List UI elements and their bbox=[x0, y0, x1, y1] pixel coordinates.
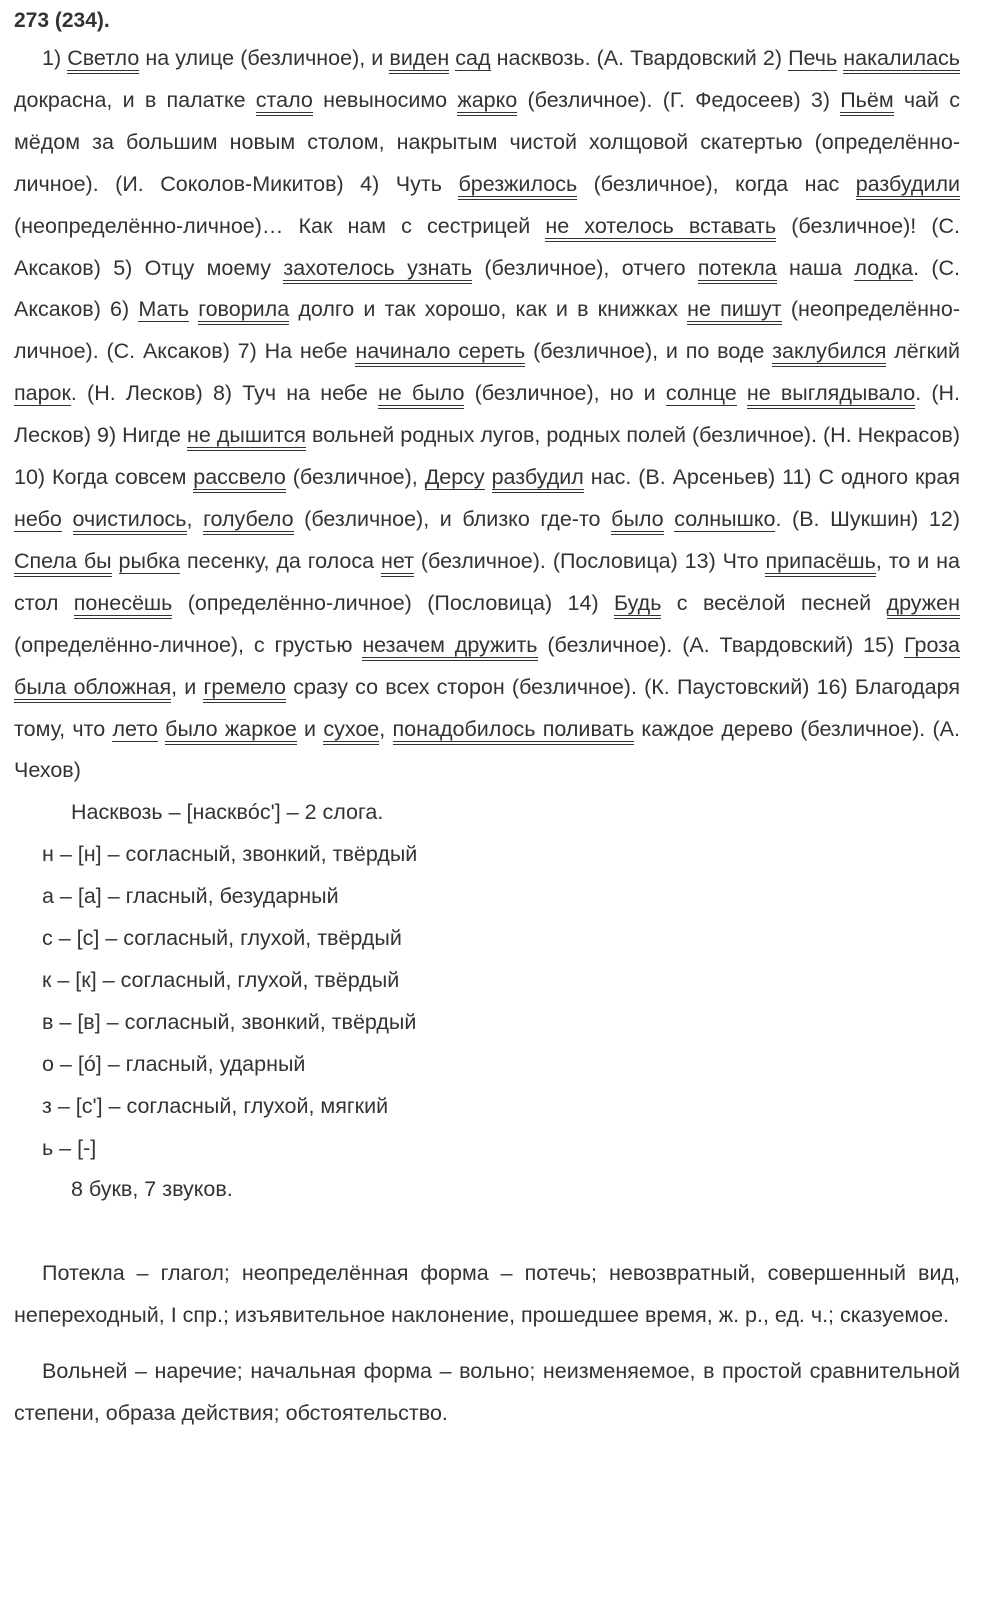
predicate: стало bbox=[256, 88, 313, 116]
text-segment: каждое дерево (безличное). (А. Чехов) bbox=[14, 716, 960, 783]
predicate: Светло bbox=[67, 46, 139, 74]
text-segment: с весёлой песней bbox=[661, 590, 887, 615]
text-segment: , bbox=[186, 506, 204, 531]
text-segment: докрасна, и в палатке bbox=[14, 87, 256, 112]
text-segment: нас. (В. Арсеньев) 11) С одного края bbox=[583, 465, 960, 490]
subject: парок bbox=[14, 381, 71, 406]
predicate: брезжилось bbox=[458, 172, 577, 200]
text-segment bbox=[189, 297, 198, 321]
subject: лодка bbox=[854, 255, 914, 280]
predicate: гремело bbox=[203, 675, 286, 703]
phonetic-line: з – [с'] – согласный, глухой, мягкий bbox=[42, 1093, 389, 1118]
phonetic-line: в – [в] – согласный, звонкий, твёрдый bbox=[42, 1009, 417, 1034]
text-segment bbox=[485, 465, 492, 489]
text-segment: насквозь. (А. Твардовский 2) bbox=[490, 46, 789, 70]
predicate: не пишут bbox=[687, 297, 782, 325]
text-segment: (безличное), когда нас bbox=[577, 171, 856, 196]
text-segment: (безличное), и по воде bbox=[525, 339, 773, 364]
text-segment: (безличное). (А. Твардовский) 15) bbox=[537, 632, 905, 657]
phonetic-line: а – [а] – гласный, безударный bbox=[42, 884, 339, 909]
predicate: голубело bbox=[203, 507, 293, 535]
predicate: не было bbox=[378, 381, 464, 409]
text-segment: песенку, да голоса bbox=[180, 548, 381, 573]
morphology-adverb-paragraph: Вольней – наречие; начальная форма – вольно; неизменяемое, в простой сравнительной степени, образа действия; обстоятельство. bbox=[14, 1359, 960, 1426]
predicate: рассвело bbox=[193, 465, 286, 493]
predicate: нет bbox=[381, 549, 414, 577]
predicate: Пьём bbox=[840, 88, 893, 116]
predicate: начинало сереть bbox=[355, 339, 525, 367]
text-segment: (неопределённо-личное). (С. Аксаков) 7) На небе bbox=[14, 297, 961, 364]
subject: сад bbox=[455, 46, 491, 70]
syntax-analysis-paragraph bbox=[14, 38, 960, 792]
text-segment bbox=[62, 507, 73, 531]
predicate: не дышится bbox=[187, 423, 306, 451]
predicate: не хотелось вставать bbox=[545, 214, 776, 242]
text-segment: 1) bbox=[42, 46, 68, 70]
text-segment: . (Н. Лесков) 9) Нигде bbox=[14, 381, 960, 448]
subject: лето bbox=[112, 716, 158, 741]
predicate: Спела бы bbox=[14, 549, 112, 577]
predicate: было bbox=[611, 507, 664, 535]
text-segment bbox=[664, 507, 675, 531]
predicate: виден bbox=[389, 46, 449, 74]
phonetic-head: Насквозь – [насквóс'] – 2 слога. bbox=[71, 800, 384, 825]
predicate: понадобилось поливать bbox=[393, 717, 635, 745]
predicate: очистилось bbox=[73, 507, 187, 535]
predicate: разбудили bbox=[856, 172, 960, 200]
document bbox=[0, 4, 988, 1435]
text-segment: , bbox=[379, 716, 393, 741]
predicate: говорила bbox=[198, 297, 289, 325]
text-segment: (безличное)! (С. Аксаков) 5) Отцу моему bbox=[14, 213, 960, 280]
phonetic-line: н – [н] – согласный, звонкий, твёрдый bbox=[42, 842, 418, 867]
predicate: было жаркое bbox=[165, 717, 297, 745]
text-segment: (определённо-личное) (Пословица) 14) bbox=[172, 590, 614, 615]
text-segment: (определённо-личное), с грустью bbox=[14, 632, 363, 657]
predicate: накалилась bbox=[843, 46, 960, 74]
text-segment: (неопределённо-личное)… Как нам с сестрицей bbox=[14, 213, 546, 238]
text-segment: вольней родных лугов, родных полей (безличное). (Н. Некрасов) 10) Когда совсем bbox=[14, 423, 960, 490]
letter-sound-count: 8 букв, 7 звуков. bbox=[71, 1177, 233, 1202]
text-segment: (безличное), и близко где-то bbox=[293, 506, 612, 531]
predicate: жарко bbox=[457, 88, 517, 116]
phonetic-line: к – [к] – согласный, глухой, твёрдый bbox=[42, 967, 400, 992]
subject: Мать bbox=[138, 297, 190, 322]
predicate: не выглядывало bbox=[747, 381, 915, 409]
subject: рыбка bbox=[118, 548, 181, 573]
text-segment: . (С. Аксаков) 6) bbox=[14, 255, 961, 322]
text-segment: лёгкий bbox=[886, 339, 960, 364]
predicate: была обложная bbox=[14, 675, 171, 703]
text-segment: сразу со всех сторон (безличное). (К. Паустовский) 16) Благодаря тому, что bbox=[14, 674, 960, 741]
subject: Печь bbox=[788, 46, 838, 70]
text-segment bbox=[737, 381, 747, 405]
text-segment: и bbox=[296, 716, 324, 741]
text-segment: . (В. Шукшин) 12) bbox=[775, 506, 960, 531]
phonetic-line: с – [с] – согласный, глухой, твёрдый bbox=[42, 926, 402, 951]
text-segment: (безличное), отчего bbox=[472, 255, 698, 280]
predicate: припасёшь bbox=[765, 549, 875, 577]
predicate: захотелось узнать bbox=[283, 256, 472, 284]
subject: небо bbox=[14, 506, 62, 531]
subject: Дерсу bbox=[424, 465, 485, 490]
morphology-verb-paragraph: Потекла – глагол; неопределённая форма – потечь; невозвратный, совершенный вид, непереходный, I спр.; изъявительное наклонение, прошедшее время, ж. р., ед. ч.; сказуемое. bbox=[14, 1261, 960, 1328]
predicate: понесёшь bbox=[74, 591, 173, 619]
text-segment: долго и так хорошо, как и в книжках bbox=[289, 297, 688, 322]
phonetic-line: о – [ó] – гласный, ударный bbox=[42, 1051, 306, 1076]
predicate: Будь bbox=[614, 591, 661, 619]
text-segment: на улице (безличное), и bbox=[139, 46, 390, 70]
phonetic-line: ь – [-] bbox=[42, 1135, 97, 1160]
exercise-title: 273 (234). bbox=[14, 9, 110, 32]
text-segment: (безличное), bbox=[285, 465, 425, 490]
subject: солнышко bbox=[674, 506, 776, 531]
predicate: сухое bbox=[323, 717, 379, 745]
text-segment: невыносимо bbox=[312, 87, 458, 112]
subject: Гроза bbox=[904, 632, 961, 657]
predicate: заклубился bbox=[772, 339, 886, 367]
text-segment: наша bbox=[776, 255, 855, 280]
phonetic-lines bbox=[14, 834, 960, 1169]
predicate: потекла bbox=[698, 256, 777, 284]
predicate: незачем дружить bbox=[362, 633, 537, 661]
text-segment: (безличное), но и bbox=[464, 381, 666, 406]
text-segment: чай с мёдом за большим новым столом, накрытым чистой холщовой скатертью (определённо-личное). (И. Соколов-Микитов) 4) Чуть bbox=[14, 87, 960, 196]
text-segment: , то и на стол bbox=[14, 548, 960, 615]
subject: солнце bbox=[665, 381, 737, 406]
text-segment bbox=[112, 549, 119, 573]
text-segment: (безличное). (Пословица) 13) Что bbox=[413, 548, 766, 573]
text-segment: . (Н. Лесков) 8) Туч на небе bbox=[70, 381, 378, 406]
predicate: разбудил bbox=[492, 465, 584, 493]
text-segment: , и bbox=[171, 674, 204, 699]
text-segment: (безличное). (Г. Федосеев) 3) bbox=[517, 87, 841, 112]
predicate: дружен bbox=[887, 591, 960, 619]
